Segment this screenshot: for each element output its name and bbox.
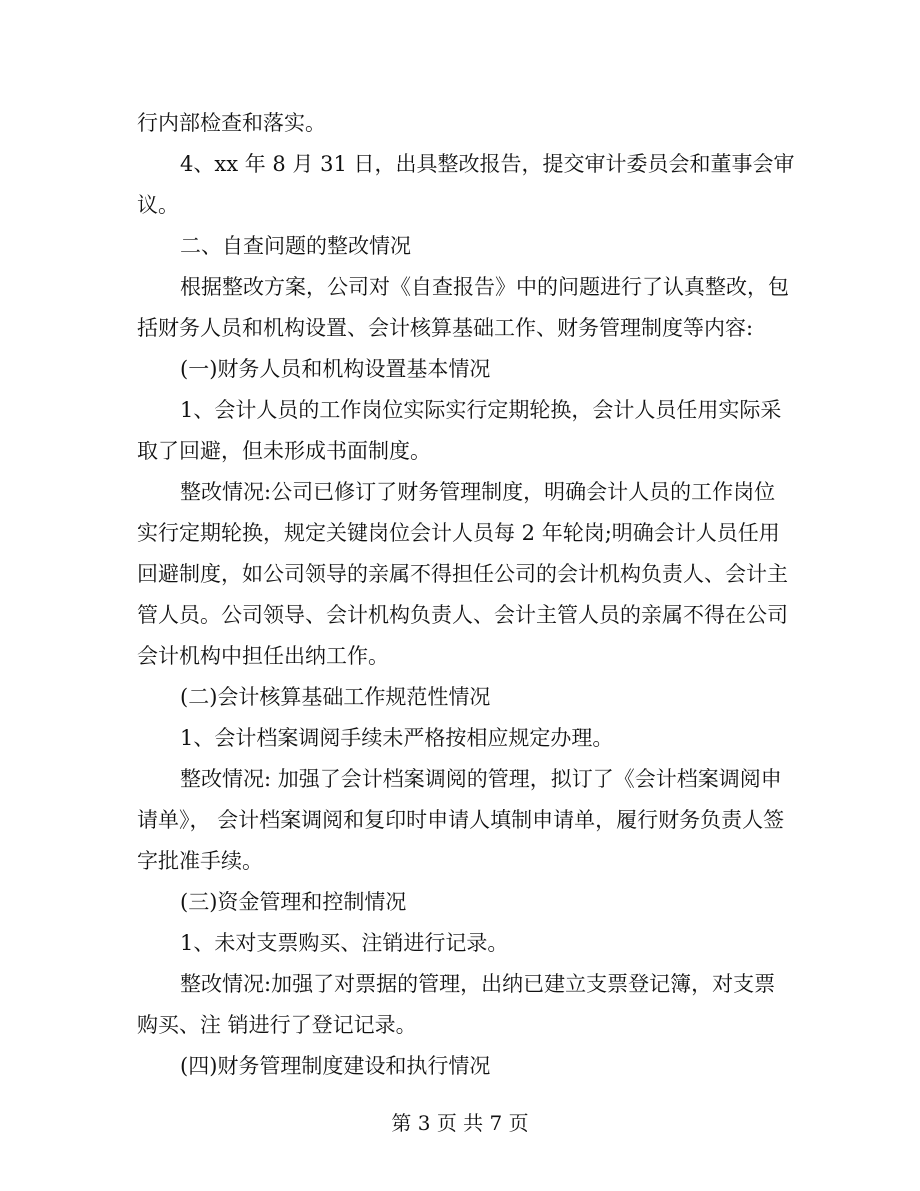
text-line-12: 回避制度，如公司领导的亲属不得担任公司的会计机构负责人、会计主 [137,562,788,586]
page-number-footer: 第 3 页 共 7 页 [391,1111,529,1135]
text-line-10: 整改情况:公司已修订了财务管理制度，明确会计人员的工作岗位 [180,480,776,504]
text-line-21: 1、未对支票购买、注销进行记录。 [180,931,509,955]
section-heading-2: 二、自查问题的整改情况 [180,234,411,258]
text-line-1: 行内部检查和落实。 [137,111,326,135]
subsection-heading-1: (一)财务人员和机构设置基本情况 [180,357,491,381]
text-line-16: 1、会计档案调阅手续未严格按相应规定办理。 [180,726,614,750]
text-line-17: 整改情况: 加强了会计档案调阅的管理，拟订了《会计档案调阅申 [180,767,782,791]
text-line-6: 括财务人员和机构设置、会计核算基础工作、财务管理制度等内容: [137,316,754,340]
text-line-13: 管人员。公司领导、会计机构负责人、会计主管人员的亲属不得在公司 [137,603,788,627]
subsection-heading-3: (三)资金管理和控制情况 [180,890,407,914]
text-line-14: 会计机构中担任出纳工作。 [137,644,389,668]
text-line-5: 根据整改方案，公司对《自查报告》中的问题进行了认真整改，包 [180,275,789,299]
text-line-8: 1、会计人员的工作岗位实际实行定期轮换，会计人员任用实际采 [180,398,782,422]
text-line-9: 取了回避，但未形成书面制度。 [137,439,431,463]
subsection-heading-2: (二)会计核算基础工作规范性情况 [180,685,491,709]
subsection-heading-4: (四)财务管理制度建设和执行情况 [180,1054,491,1078]
text-line-3: 议。 [137,193,179,217]
text-line-22: 整改情况:加强了对票据的管理，出纳已建立支票登记簿，对支票 [180,972,776,996]
text-line-19: 字批准手续。 [137,849,263,873]
text-line-11: 实行定期轮换，规定关键岗位会计人员每 2 年轮岗;明确会计人员任用 [137,521,780,545]
text-line-18: 请单》， 会计档案调阅和复印时申请人填制申请单，履行财务负责人签 [137,808,785,832]
text-line-23: 购买、注 销进行了登记记录。 [137,1013,417,1037]
text-line-2: 4、xx 年 8 月 31 日，出具整改报告，提交审计委员会和董事会审 [180,152,795,176]
